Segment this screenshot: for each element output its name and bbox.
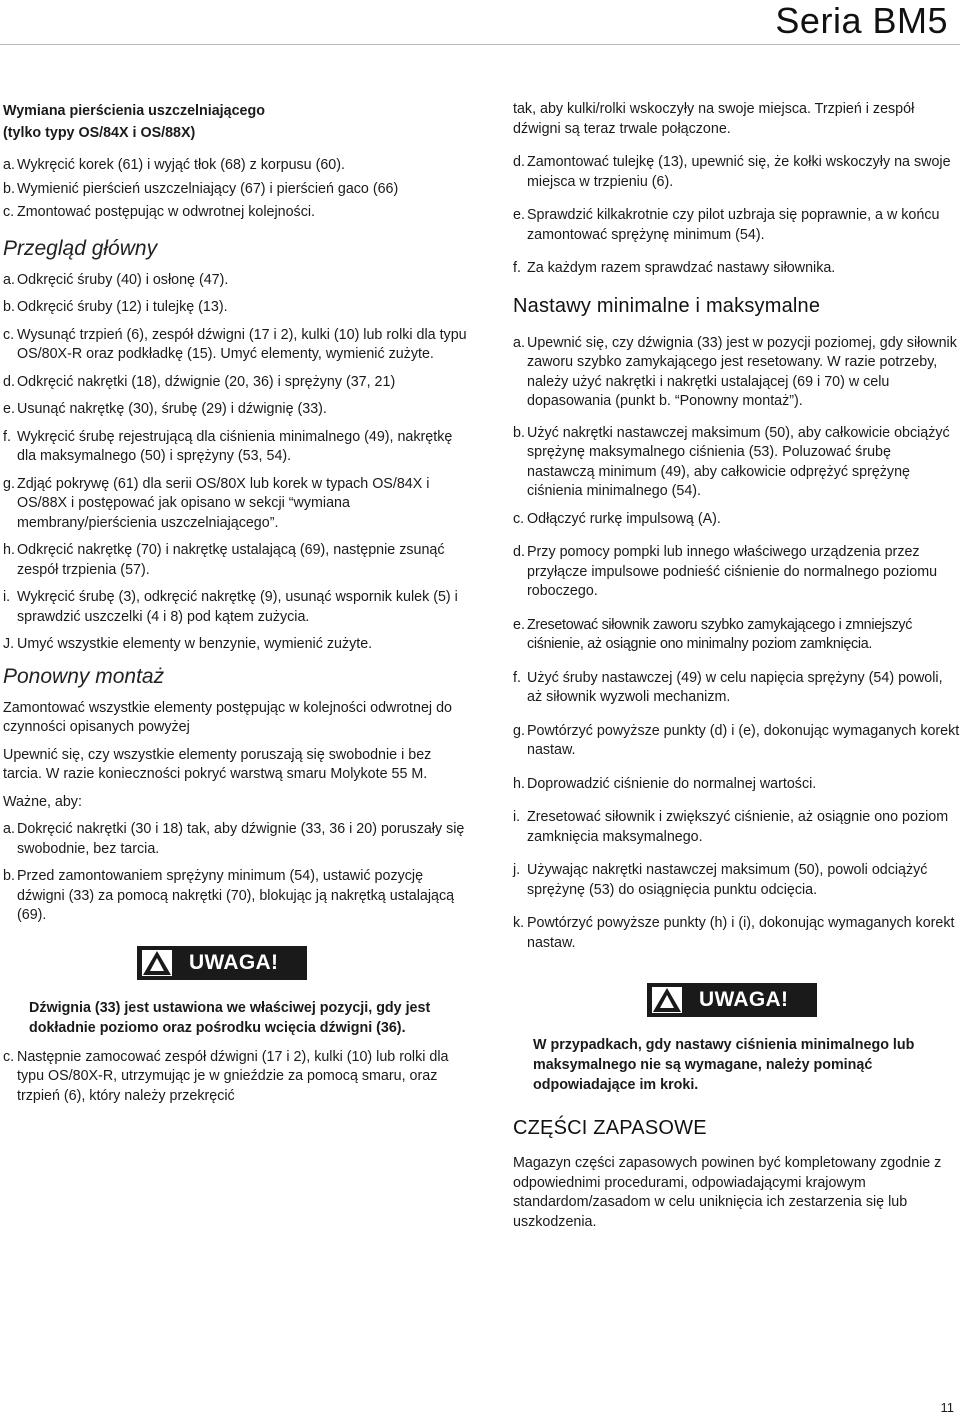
list-item: e. Sprawdzić kilkakrotnie czy pilot uzbraja się poprawnie, a w końcu zamontować sprężynę minimum (54).	[513, 207, 940, 243]
section-title-reassembly: Ponowny montaż	[3, 664, 165, 688]
list-item: g. Zdjąć pokrywę (61) dla serii OS/80X lub korek w typach OS/84X i OS/88X i postępować jak opisano w sekcji “wymiana membrany/pierścienia uszczelniającego”.	[3, 475, 430, 531]
warning-text: Dźwignia (33) jest ustawiona we właściwej pozycji, gdy jest dokładnie poziomo oraz pośrodku wcięcia dźwigni (36).	[29, 999, 431, 1036]
list-item: h. Odkręcić nakrętkę (70) i nakrętkę ustalającą (69), następnie zsunąć zespół trzpienia (57).	[3, 542, 445, 578]
list-item: b. Przed zamontowaniem sprężyny minimum (54), ustawić pozycję dźwigni (33) za pomocą nakrętki (70), blokując ją nakrętką ustalającą (69).	[3, 868, 455, 923]
section-title-settings: Nastawy minimalne i maksymalne	[513, 294, 821, 317]
list-item: c. Wysunąć trzpień (6), zespół dźwigni (17 i 2), kulki (10) lub rolki dla typu OS/80X-R oraz podkładkę (15). Umyć elementy, wymienić zużyte.	[3, 326, 467, 362]
paragraph: Upewnić się, czy wszystkie elementy poruszają się swobodnie i bez tarcia. W razie konieczności pokryć warstwą smaru Molykote 55 M.	[3, 746, 432, 782]
warning-label: UWAGA!	[699, 988, 789, 1011]
list-item: e. Usunąć nakrętkę (30), śrubę (29) i dźwignię (33).	[3, 401, 327, 417]
left-column	[3, 100, 471, 1114]
header-title: Seria BM5	[775, 0, 948, 41]
list-item: b. Odkręcić śruby (12) i tulejkę (13).	[3, 299, 228, 315]
section-title-spare-parts: CZĘŚCI ZAPASOWE	[513, 1117, 707, 1139]
list-item: f. Użyć śruby nastawczej (49) w celu napięcia sprężyny (54) powoli, aż siłownik wyzwoli mechanizm.	[513, 669, 943, 705]
paragraph: Magazyn części zapasowych powinen być kompletowany zgodnie z odpowiednimi procedurami, odpowiadającymi krajowym standardom/zasadom w celu uniknięcia ich zestarzenia się lub uszkodzenia.	[513, 1155, 942, 1230]
warning-banner	[137, 946, 307, 980]
list-item: d. Zamontować tulejkę (13), upewnić się, że kołki wskoczyły na swoje miejsca w trzpieniu (6).	[513, 154, 951, 190]
warning-icon	[647, 983, 687, 1017]
list-item: j. Używając nakrętki nastawczej maksimum (50), powoli odciążyć sprężynę (53) do osiągnięcia punktu odcięcia.	[513, 862, 928, 898]
list-item: d. Odkręcić nakrętki (18), dźwignie (20, 36) i sprężyny (37, 21)	[3, 373, 396, 390]
settings-steps	[513, 334, 960, 954]
section-title-overhaul: Przegląd główny	[3, 236, 158, 260]
warning-icon	[137, 946, 177, 980]
list-item: a. Odkręcić śruby (40) i osłonę (47).	[3, 271, 229, 288]
list-item: J. Umyć wszystkie elementy w benzynie, wymienić zużyte.	[3, 636, 373, 652]
seal-replacement-steps	[3, 156, 471, 223]
paragraph: Ważne, aby:	[3, 793, 82, 810]
list-item: d. Przy pomocy pompki lub innego właściwego urządzenia przez przyłącze impulsowe podnieść ciśnienie do normalnego poziomu roboczego.	[513, 544, 938, 599]
list-item: a. Dokręcić nakrętki (30 i 18) tak, aby dźwignie (33, 36 i 20) poruszały się swobodnie, bez tarcia.	[3, 821, 465, 857]
list-item: h. Doprowadzić ciśnienie do normalnej wartości.	[513, 775, 817, 792]
list-item: a. Upewnić się, czy dźwignia (33) jest w pozycji poziomej, gdy siłownik zaworu szybko zamykającego jest resetowany. W razie potrzeby, należy użyć nakrętki i nakrętki ustalającej (69 i 70) w celu dopasowania (punkt b. “Ponowny montaż”).	[513, 334, 957, 409]
header-divider	[0, 44, 960, 45]
list-item: b. Użyć nakrętki nastawczej maksimum (50), aby całkowicie obciążyć sprężynę maksymalnego ciśnienia (53). Poluzować śrubę nastawczą minimum (49), aby całkowicie odprężyć sprężynę ciśnienia minimalnego (54).	[513, 424, 950, 499]
list-item: e. Zresetować siłownik zaworu szybko zamykającego i zmniejszyć ciśnienie, aż osiągnie ono minimalny poziom zamknięcia.	[513, 616, 913, 652]
list-item: c. Zmontować postępując w odwrotnej kolejności.	[3, 204, 316, 220]
list-item: c. Następnie zamocować zespół dźwigni (17 i 2), kulki (10) lub rolki dla typu OS/80X-R, utrzymując je w gnieździe za pomocą smaru, oraz trzpień (6), który należy przekręcić	[3, 1048, 449, 1104]
list-item: i. Zresetować siłownik i zwiększyć ciśnienie, aż osiągnie ono poziom zamknięcia maksymalnego.	[513, 809, 949, 845]
list-item: g. Powtórzyć powyższe punkty (d) i (e), dokonując wymaganych korekt nastaw.	[513, 722, 960, 758]
page-number: 11	[940, 1400, 954, 1415]
warning-banner	[647, 983, 817, 1017]
list-item: i. Wykręcić śrubę (3), odkręcić nakrętkę (9), usunąć wspornik kulek (5) i sprawdzić uszczelki (4 i 8) pod kątem zużycia.	[3, 589, 458, 625]
overhaul-steps	[3, 271, 471, 655]
list-item: k. Powtórzyć powyższe punkty (h) i (i), dokonując wymaganych korekt nastaw.	[513, 915, 955, 951]
list-item: c. Odłączyć rurkę impulsową (A).	[513, 510, 721, 527]
warning-text: W przypadkach, gdy nastawy ciśnienia minimalnego lub maksymalnego nie są wymagane, należy pominąć odpowiadające im kroki.	[533, 1037, 915, 1093]
paragraph: Zamontować wszystkie elementy postępując w kolejności odwrotnej do czynności opisanych powyżej	[3, 699, 452, 735]
list-item: a. Wykręcić korek (61) i wyjąć tłok (68) z korpusu (60).	[3, 157, 345, 173]
list-item: b. Wymienić pierścień uszczelniający (67) i pierścień gaco (66)	[3, 180, 399, 197]
paragraph: tak, aby kulki/rolki wskoczyły na swoje miejsca. Trzpień i zespół dźwigni są teraz trwale połączone.	[513, 101, 915, 137]
warning-label: UWAGA!	[189, 950, 279, 974]
list-item: f. Wykręcić śrubę rejestrującą dla ciśnienia minimalnego (49), nakrętkę dla maksymalnego (50) i sprężyny (53, 54).	[3, 428, 453, 464]
list-item: f. Za każdym razem sprawdzać nastawy siłownika.	[513, 260, 836, 276]
right-column	[513, 100, 960, 1240]
section-title-seal-replacement: Wymiana pierścienia uszczelniającego (tylko typy OS/84X i OS/88X)	[3, 103, 265, 141]
